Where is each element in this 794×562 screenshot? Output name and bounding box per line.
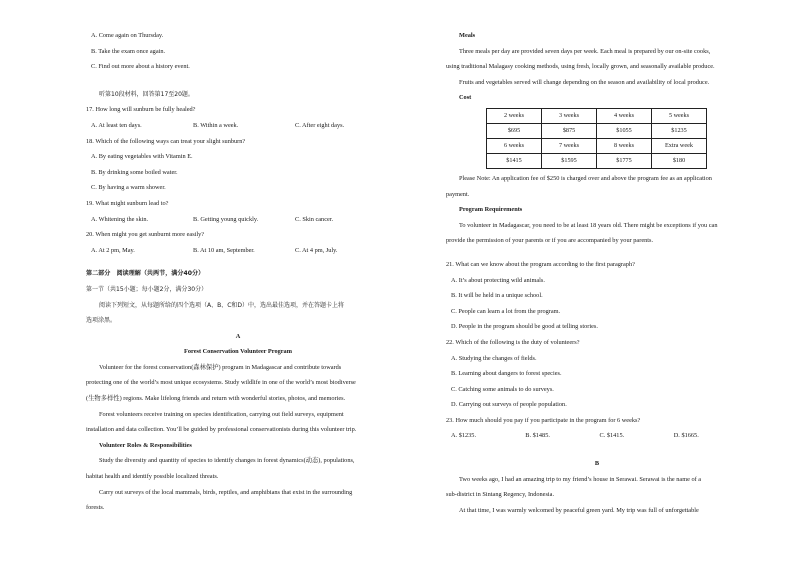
cost-cell: 8 weeks [597, 138, 652, 153]
cost-table-row [487, 153, 707, 168]
question-19-stem: 19. What might sunburn lead to? [86, 199, 169, 207]
passage-b-line-1: Two weeks ago, I had an amazing trip to my friend’s house in Serawai. Serawai is the name of a [459, 475, 702, 483]
cost-cell: $1595 [542, 153, 597, 168]
cost-table-row [487, 108, 707, 123]
reading-instruction-line-1: 阅读下列短文，从每题所给的四个选项（A、B、C和D）中，选出最佳选项，并在答题卡上将 [99, 301, 345, 309]
listening-instruction: 听第10段材料，回答第17至20题。 [99, 90, 194, 98]
question-19-option-a: A. Whitening the skin. [91, 215, 149, 223]
cost-cell: 3 weeks [542, 108, 597, 123]
question-19-option-c: C. Skin cancer. [295, 215, 334, 223]
cost-cell: $875 [542, 123, 597, 138]
question-17-options [86, 118, 390, 134]
question-18-option-b: B. By drinking some boiled water. [91, 168, 178, 176]
question-22-option-c: C. Catching some animals to do surveys. [451, 385, 554, 393]
requirements-heading: Program Requirements [459, 206, 523, 214]
cost-table-row [487, 138, 707, 153]
question-20-stem: 20. When might you get sunburnt more easily? [86, 231, 205, 239]
requirements-line-2: provide the permission of your parents or if you are accompanied by your parents. [446, 237, 654, 245]
part2-heading: 第二部分 阅读理解（共两节，满分40分） [86, 270, 205, 278]
question-23-options [446, 428, 748, 444]
option-c: C. Find out more about a history event. [91, 63, 190, 71]
roles-line-1: Study the diversity and quantity of species to identify changes in forest dynamics(动态), populations, [99, 457, 355, 465]
roles-line-3: Carry out surveys of the local mammals, birds, reptiles, and amphibians that exist in the surrounding [99, 488, 353, 496]
passage-b-line-2: sub-district in Sintang Regency, Indonesia. [446, 491, 555, 499]
question-23-option-d: D. $1665. [673, 432, 699, 440]
intro-line-2: protecting one of the world’s most unique ecosystems. Study wildlife in one of the world’s most biodiverse [86, 379, 356, 387]
question-19-option-b: B. Getting young quickly. [193, 215, 259, 223]
requirements-line-1: To volunteer in Madagascar, you need to be at least 18 years old. There might be exceptions if you can [459, 221, 718, 229]
cost-cell: $1055 [597, 123, 652, 138]
training-line-2: installation and data collection. You’ll be guided by professional conservationists during this volunteer trip. [86, 426, 357, 434]
passage-b-line-3: At that time, I was warmly welcomed by peaceful green yard. My trip was full of unforgettable [459, 506, 699, 514]
question-18-option-a: A. By eating vegetables with Vitamin E. [91, 153, 193, 161]
question-23-option-a: A. $1235. [451, 432, 477, 440]
reading-instruction-line-2: 选项涂黑。 [86, 317, 117, 325]
roles-heading: Volunteer Roles & Responsibilities [99, 441, 192, 449]
question-23-stem: 23. How much should you pay if you participate in the program for 6 weeks? [446, 416, 641, 424]
cost-cell: 2 weeks [487, 108, 542, 123]
cost-heading: Cost [459, 94, 472, 102]
question-20-option-a: A. At 2 pm, May. [91, 246, 135, 254]
question-22-stem: 22. Which of the following is the duty of volunteers? [446, 338, 580, 346]
question-22-option-d: D. Carrying out surveys of people population. [451, 401, 567, 409]
question-17-stem: 17. How long will sunburn be fully healed? [86, 106, 196, 114]
question-19-options [86, 212, 390, 228]
roles-line-4: forests. [86, 504, 105, 512]
cost-cell: $1235 [652, 123, 707, 138]
section1-heading: 第一节（共15小题；每小题2分，满分30分） [86, 285, 208, 293]
cost-cell: 5 weeks [652, 108, 707, 123]
cost-cell: 4 weeks [597, 108, 652, 123]
question-18-stem: 18. Which of the following ways can treat your slight sunburn? [86, 137, 246, 145]
question-23-option-b: B. $1485. [525, 432, 550, 440]
cost-cell: Extra week [652, 138, 707, 153]
cost-cell: $1775 [597, 153, 652, 168]
question-21-option-b: B. It will be held in a unique school. [451, 292, 543, 300]
meals-heading: Meals [459, 32, 476, 39]
question-21-option-a: A. It’s about protecting wild animals. [451, 276, 545, 284]
intro-line-1: Volunteer for the forest conservation(森林保护) program in Madagascar and contribute towards [99, 363, 342, 371]
meals-line-3: Fruits and vegetables served will change depending on the season and availability of local produce. [459, 78, 710, 86]
note-line-2: payment. [446, 190, 470, 198]
option-a: A. Come again on Thursday. [91, 32, 164, 39]
cost-table-row [487, 123, 707, 138]
question-21-option-c: C. People can learn a lot from the program. [451, 307, 561, 315]
cost-cell: $180 [652, 153, 707, 168]
passage-b-letter: B [594, 460, 600, 468]
roles-line-2: habitat health and identify possible localized threats. [86, 473, 219, 481]
meals-line-2: using traditional Malagasy cooking methods, using fresh, locally grown, and seasonally available produce. [446, 63, 715, 71]
question-20-option-b: B. At 10 am, September. [193, 246, 255, 254]
cost-table [486, 108, 707, 169]
note-line-1: Please Note: An application fee of $250 is charged over and above the program fee as an application [459, 174, 712, 182]
cost-cell: $1415 [487, 153, 542, 168]
option-b: B. Take the exam once again. [91, 47, 166, 55]
question-22-option-b: B. Learning about dangers to forest species. [451, 370, 562, 378]
cost-cell: 6 weeks [487, 138, 542, 153]
question-21-option-d: D. People in the program should be good at telling stories. [451, 323, 598, 331]
question-17-option-c: C. After eight days. [295, 121, 345, 129]
question-22-option-a: A. Studying the changes of fields. [451, 354, 537, 362]
question-20-options [86, 243, 390, 259]
left-column [86, 28, 390, 516]
question-18-option-c: C. By having a warm shower. [91, 184, 166, 192]
passage-a-letter: A [235, 332, 241, 340]
cost-cell: 7 weeks [542, 138, 597, 153]
right-column [446, 28, 748, 518]
question-17-option-b: B. Within a week. [193, 121, 239, 129]
question-17-option-a: A. At least ten days. [91, 121, 142, 129]
passage-a-title: Forest Conservation Volunteer Program [184, 348, 292, 356]
training-line-1: Forest volunteers receive training on species identification, carrying out field surveys, equipment [99, 410, 344, 418]
question-20-option-c: C. At 4 pm, July. [295, 246, 338, 254]
meals-line-1: Three meals per day are provided seven days per week. Each meal is prepared by our on-site cooks, [459, 47, 711, 55]
question-23-option-c: C. $1415. [599, 432, 625, 440]
intro-line-3: (生物多样性) regions. Make lifelong friends and return with wonderful stories, photos, and memories. [86, 395, 346, 403]
question-21-stem: 21. What can we know about the program according to the first paragraph? [446, 260, 635, 268]
cost-cell: $695 [487, 123, 542, 138]
